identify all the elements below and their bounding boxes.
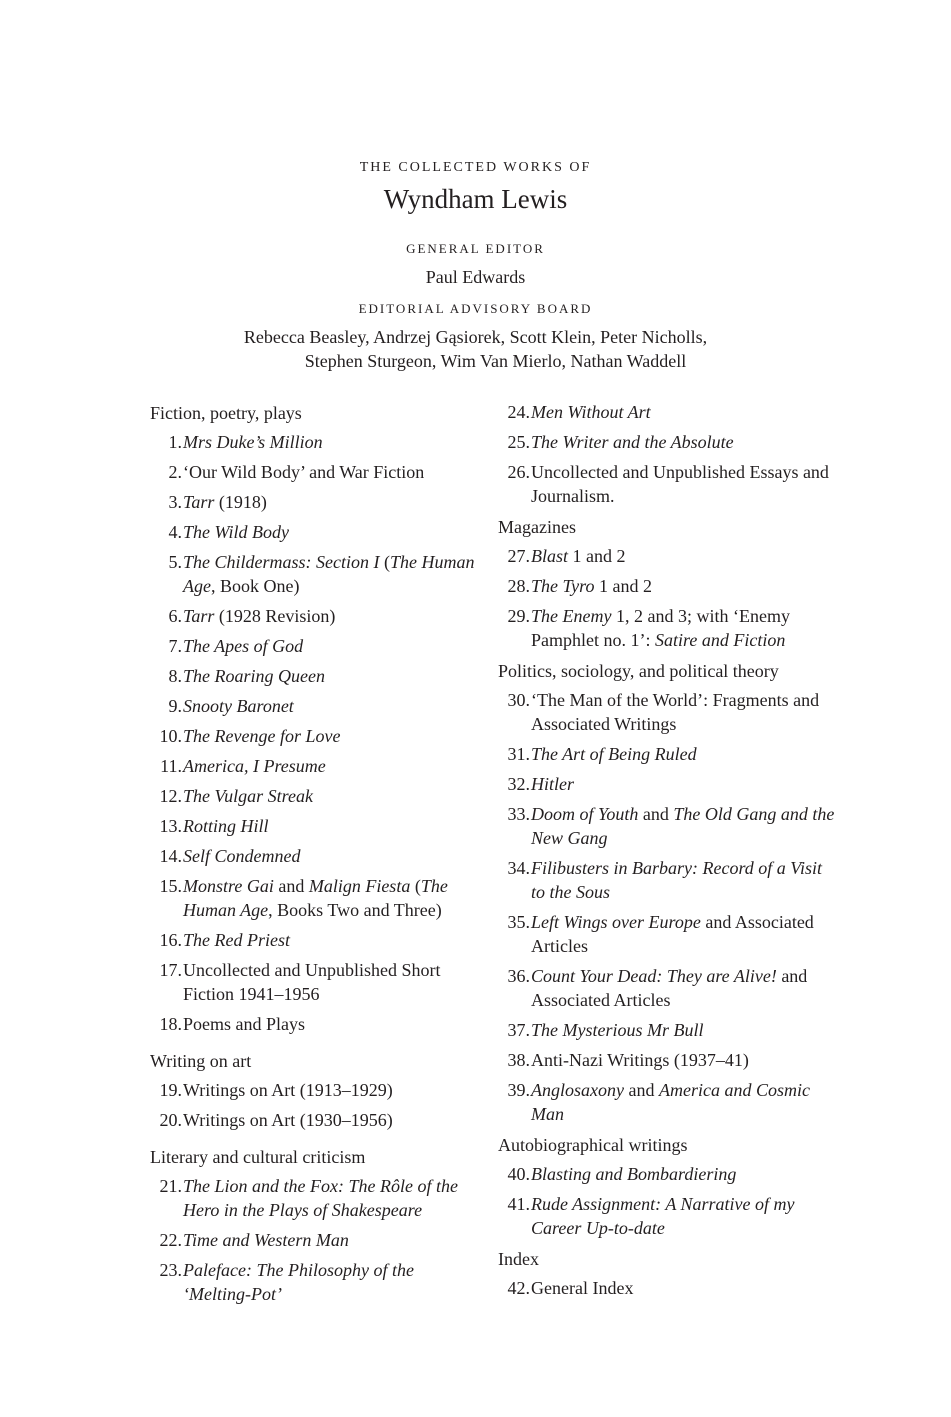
- work-entry: [150, 958, 480, 1006]
- work-entry: [498, 1048, 838, 1072]
- work-title-italic: Monstre Gai: [183, 876, 274, 896]
- advisory-board-line: Stephen Sturgeon, Wim Van Mierlo, Nathan Waddell: [304, 351, 687, 371]
- work-title-italic: Left Wings over Europe: [531, 912, 701, 932]
- work-number: 32.: [507, 774, 530, 794]
- work-entry: [498, 688, 838, 736]
- work-title-italic: The Roaring Queen: [183, 666, 325, 686]
- work-title: [531, 742, 838, 766]
- work-entry: [498, 772, 838, 796]
- work-entry: [498, 742, 838, 766]
- work-title-text: (1918): [214, 492, 267, 512]
- works-list-right-column: [498, 400, 838, 1306]
- work-entry: [150, 604, 480, 628]
- work-title: [183, 1174, 480, 1222]
- work-entry: [498, 856, 838, 904]
- work-number: 23.: [159, 1260, 182, 1280]
- work-entry: [498, 544, 838, 568]
- work-title-italic: The Human Age: [183, 552, 475, 596]
- section-heading: Index: [498, 1249, 539, 1269]
- work-title-italic: The Art of Being Ruled: [531, 744, 697, 764]
- section-heading: Autobiographical writings: [498, 1135, 688, 1155]
- work-title: [531, 544, 838, 568]
- work-title-italic: Filibusters in Barbary: Record of a Visit to the Sous: [531, 858, 822, 902]
- work-number: 34.: [507, 858, 530, 878]
- section-heading: Writing on art: [150, 1051, 252, 1071]
- work-entry: [150, 1228, 480, 1252]
- general-editor-label: GENERAL EDITOR: [406, 241, 545, 256]
- work-number: 2.: [168, 462, 182, 482]
- work-entry: [498, 1162, 838, 1186]
- work-title: [531, 1276, 838, 1300]
- work-entry: [150, 1078, 480, 1102]
- work-title: [183, 1258, 480, 1306]
- work-entry: [150, 874, 480, 922]
- work-number: 37.: [507, 1020, 530, 1040]
- work-title: [531, 688, 838, 736]
- work-title: [531, 802, 838, 850]
- work-entry: [150, 724, 480, 748]
- work-title-text: Uncollected and Unpublished Essays and Journalism.: [531, 462, 829, 506]
- work-entry: [498, 1078, 838, 1126]
- work-entry: [150, 928, 480, 952]
- work-title-text: 1 and 2: [594, 576, 653, 596]
- work-title-italic: Time and Western Man: [183, 1230, 349, 1250]
- work-title: [531, 1162, 838, 1186]
- work-title-italic: Hitler: [531, 774, 574, 794]
- work-title-italic: Rotting Hill: [183, 816, 269, 836]
- work-number: 15.: [159, 876, 182, 896]
- work-title: [531, 604, 838, 652]
- work-title-text: Writings on Art (1930–1956): [183, 1110, 393, 1130]
- work-title-italic: Blasting and Bombardiering: [531, 1164, 737, 1184]
- work-title-text: and: [623, 1080, 659, 1100]
- work-title: [183, 1228, 480, 1252]
- advisory-board-members: [0, 325, 951, 373]
- work-entry: [498, 910, 838, 958]
- work-title-italic: Tarr: [183, 492, 215, 512]
- work-title-italic: The Lion and the Fox: The Rôle of the Hero in the Plays of Shakespeare: [183, 1176, 458, 1220]
- work-entry: [150, 664, 480, 688]
- work-number: 16.: [159, 930, 182, 950]
- series-title: Wyndham Lewis: [383, 184, 568, 214]
- work-title: [183, 694, 480, 718]
- work-title-italic: Rude Assignment: A Narrative of my Career Up-to-date: [531, 1194, 795, 1238]
- work-title: [183, 664, 480, 688]
- work-title-italic: Self Condemned: [183, 846, 301, 866]
- work-number: 4.: [168, 522, 182, 542]
- advisory-board-label: EDITORIAL ADVISORY BOARD: [358, 301, 593, 316]
- work-title-italic: The Writer and the Absolute: [531, 432, 734, 452]
- work-title-text: Anti-Nazi Writings (1937–41): [531, 1050, 749, 1070]
- work-title-text: (: [379, 552, 390, 572]
- work-title: [531, 964, 838, 1012]
- work-title: [183, 490, 480, 514]
- section-heading: Magazines: [498, 517, 576, 537]
- works-list-left-column: [150, 400, 480, 1312]
- work-title-italic: The Revenge for Love: [183, 726, 341, 746]
- advisory-board-line: Rebecca Beasley, Andrzej Gąsiorek, Scott Klein, Peter Nicholls,: [243, 327, 708, 347]
- work-title: [183, 1078, 480, 1102]
- work-title-italic: The Red Priest: [183, 930, 290, 950]
- work-number: 29.: [507, 606, 530, 626]
- work-title-italic: Count Your Dead: They are Alive!: [531, 966, 777, 986]
- work-entry: [498, 1276, 838, 1300]
- work-title: [531, 574, 838, 598]
- work-number: 19.: [159, 1080, 182, 1100]
- work-title-italic: The Old Gang and the New Gang: [531, 804, 835, 848]
- work-title-italic: The Childermass: Section I: [183, 552, 380, 572]
- work-number: 18.: [159, 1014, 182, 1034]
- work-entry: [150, 814, 480, 838]
- work-number: 40.: [507, 1164, 530, 1184]
- work-entry: [150, 634, 480, 658]
- work-title-italic: America and Cosmic Man: [531, 1080, 810, 1124]
- work-number: 20.: [159, 1110, 182, 1130]
- work-number: 14.: [159, 846, 182, 866]
- work-title-italic: The Vulgar Streak: [183, 786, 313, 806]
- work-title: [531, 430, 838, 454]
- work-number: 8.: [168, 666, 182, 686]
- work-title-italic: The Mysterious Mr Bull: [531, 1020, 704, 1040]
- work-title: [183, 814, 480, 838]
- work-entry: [150, 694, 480, 718]
- work-title-text: ‘The Man of the World’: Fragments and Associated Writings: [531, 690, 820, 734]
- work-title-text: ‘Our Wild Body’ and War Fiction: [183, 462, 425, 482]
- work-number: 38.: [507, 1050, 530, 1070]
- work-number: 5.: [168, 552, 182, 572]
- work-title: [531, 856, 838, 904]
- work-title-italic: Men Without Art: [531, 402, 651, 422]
- work-title: [531, 1078, 838, 1126]
- work-title: [183, 430, 480, 454]
- work-entry: [150, 844, 480, 868]
- work-title: [183, 460, 480, 484]
- work-entry: [150, 490, 480, 514]
- work-number: 1.: [168, 432, 182, 452]
- work-entry: [498, 430, 838, 454]
- work-number: 36.: [507, 966, 530, 986]
- work-number: 17.: [159, 960, 182, 980]
- work-title-text: and: [638, 804, 674, 824]
- work-title-italic: The Enemy: [531, 606, 612, 626]
- work-title-italic: Doom of Youth: [531, 804, 639, 824]
- work-entry: [150, 550, 480, 598]
- work-number: 39.: [507, 1080, 530, 1100]
- work-number: 13.: [159, 816, 182, 836]
- work-title: [531, 400, 838, 424]
- work-number: 28.: [507, 576, 530, 596]
- work-title-text: , Books Two and Three): [268, 900, 442, 920]
- work-title-italic: The Human Age: [183, 876, 448, 920]
- work-number: 7.: [168, 636, 182, 656]
- work-entry: [498, 574, 838, 598]
- work-entry: [150, 430, 480, 454]
- work-title-text: Writings on Art (1913–1929): [183, 1080, 393, 1100]
- work-title-italic: Snooty Baronet: [183, 696, 294, 716]
- work-title: [183, 520, 480, 544]
- work-entry: [150, 754, 480, 778]
- work-title: [183, 784, 480, 808]
- work-number: 22.: [159, 1230, 182, 1250]
- work-title-text: and Associated Articles: [531, 966, 808, 1010]
- series-kicker: THE COLLECTED WORKS OF: [359, 160, 592, 175]
- work-title: [531, 910, 838, 958]
- work-title-text: (1928 Revision): [214, 606, 336, 626]
- section-heading: Politics, sociology, and political theory: [498, 661, 779, 681]
- work-number: 6.: [168, 606, 182, 626]
- work-entry: [498, 604, 838, 652]
- work-title: [183, 1108, 480, 1132]
- work-number: 42.: [507, 1278, 530, 1298]
- work-title-italic: Malign Fiesta: [308, 876, 411, 896]
- work-title-italic: Satire and Fiction: [655, 630, 786, 650]
- work-title: [183, 844, 480, 868]
- work-title: [183, 754, 480, 778]
- work-entry: [498, 400, 838, 424]
- work-entry: [150, 1012, 480, 1036]
- work-title-italic: The Apes of God: [183, 636, 304, 656]
- work-number: 33.: [507, 804, 530, 824]
- work-number: 11.: [160, 756, 182, 776]
- work-title-italic: Mrs Duke’s Million: [183, 432, 323, 452]
- work-number: 10.: [159, 726, 182, 746]
- general-editor-name: Paul Edwards: [425, 267, 526, 287]
- work-title-text: , Book One): [210, 576, 300, 596]
- work-number: 25.: [507, 432, 530, 452]
- work-entry: [150, 1258, 480, 1306]
- work-title: [183, 724, 480, 748]
- work-title: [531, 1192, 838, 1240]
- work-title-text: Poems and Plays: [183, 1014, 306, 1034]
- work-title-text: and: [273, 876, 309, 896]
- work-entry: [150, 1174, 480, 1222]
- work-entry: [498, 460, 838, 508]
- work-title-text: (: [410, 876, 421, 896]
- work-number: 24.: [507, 402, 530, 422]
- work-number: 12.: [159, 786, 182, 806]
- work-title-text: Uncollected and Unpublished Short Fiction 1941–1956: [183, 960, 441, 1004]
- work-title-italic: Tarr: [183, 606, 215, 626]
- work-entry: [498, 964, 838, 1012]
- work-title: [183, 928, 480, 952]
- work-number: 27.: [507, 546, 530, 566]
- work-entry: [498, 1018, 838, 1042]
- work-title-text: General Index: [531, 1278, 634, 1298]
- work-entry: [150, 784, 480, 808]
- work-title: [183, 958, 480, 1006]
- work-entry: [498, 802, 838, 850]
- work-number: 26.: [507, 462, 530, 482]
- work-number: 41.: [507, 1194, 530, 1214]
- work-entry: [150, 460, 480, 484]
- work-title-text: 1 and 2: [568, 546, 626, 566]
- work-number: 35.: [507, 912, 530, 932]
- work-title: [531, 772, 838, 796]
- section-heading: Literary and cultural criticism: [150, 1147, 366, 1167]
- work-title: [183, 874, 480, 922]
- work-title-italic: The Tyro: [531, 576, 595, 596]
- work-number: 31.: [507, 744, 530, 764]
- work-number: 9.: [168, 696, 182, 716]
- work-title-italic: Paleface: The Philosophy of the ‘Melting-Pot’: [183, 1260, 414, 1304]
- work-title: [531, 1048, 838, 1072]
- work-title: [531, 460, 838, 508]
- work-title: [531, 1018, 838, 1042]
- work-title-text: and Associated Articles: [531, 912, 814, 956]
- work-entry: [150, 1108, 480, 1132]
- work-title-text: 1, 2 and 3; with ‘Enemy Pamphlet no. 1’:: [531, 606, 790, 650]
- work-number: 3.: [168, 492, 182, 512]
- work-title: [183, 604, 480, 628]
- work-title-italic: Blast: [531, 546, 569, 566]
- work-number: 21.: [159, 1176, 182, 1196]
- work-number: 30.: [507, 690, 530, 710]
- section-heading: Fiction, poetry, plays: [150, 403, 302, 423]
- work-title: [183, 550, 480, 598]
- work-title-italic: Anglosaxony: [531, 1080, 624, 1100]
- work-title-italic: America, I Presume: [183, 756, 326, 776]
- work-title: [183, 1012, 480, 1036]
- work-entry: [150, 520, 480, 544]
- work-entry: [498, 1192, 838, 1240]
- work-title: [183, 634, 480, 658]
- work-title-italic: The Wild Body: [183, 522, 289, 542]
